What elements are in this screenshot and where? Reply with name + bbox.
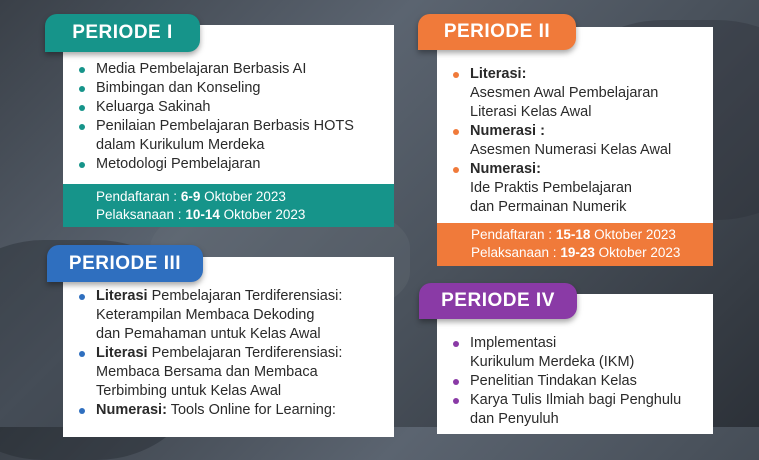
list-item: Media Pembelajaran Berbasis AI [74,60,354,79]
list-item: Literasi Pembelajaran Terdiferensiasi: Membaca Bersama dan Membaca Terbimbing untuk Kelas Awal [74,344,342,401]
periode-3-list [74,287,342,420]
bullet-icon [453,72,459,78]
bullet-icon [453,167,459,173]
bullet-icon [453,129,459,135]
bullet-icon [79,351,85,357]
periode-3-card [63,257,394,437]
periode-1-card [63,25,394,227]
list-item: Penilaian Pembelajaran Berbasis HOTS dalam Kurikulum Merdeka [74,117,354,155]
list-item: Literasi: Asesmen Awal Pembelajaran Literasi Kelas Awal [448,65,671,122]
bullet-icon [79,86,85,92]
list-item: Penelitian Tindakan Kelas [448,372,681,391]
periode-1-schedule [63,184,394,227]
periode-1-list [74,60,354,174]
bullet-icon [79,105,85,111]
list-item: Numerasi: Ide Praktis Pembelajaran dan Permainan Numerik [448,160,671,217]
pelaksanaan-line: Pelaksanaan : 19-23 Oktober 2023 [471,245,681,260]
periode-2-list [448,65,671,217]
list-item: Implementasi Kurikulum Merdeka (IKM) [448,334,681,372]
list-item: Numerasi : Asesmen Numerasi Kelas Awal [448,122,671,160]
bullet-icon [79,408,85,414]
pendaftaran-line: Pendaftaran : 15-18 Oktober 2023 [471,227,676,242]
list-item: Numerasi: Tools Online for Learning: [74,401,342,420]
pelaksanaan-line: Pelaksanaan : 10-14 Oktober 2023 [96,207,306,222]
bullet-icon [453,398,459,404]
periode-3-tab: PERIODE III [47,245,203,282]
periode-4-list [448,334,681,429]
periode-2-tab: PERIODE II [418,14,576,50]
periode-1-tab: PERIODE I [45,14,200,52]
periode-2-card [437,27,713,266]
list-item: Keluarga Sakinah [74,98,354,117]
list-item: Bimbingan dan Konseling [74,79,354,98]
periode-2-schedule [437,223,713,266]
bullet-icon [79,124,85,130]
bullet-icon [79,162,85,168]
list-item: Metodologi Pembelajaran [74,155,354,174]
bullet-icon [453,379,459,385]
periode-4-tab: PERIODE IV [419,283,577,319]
bullet-icon [453,341,459,347]
list-item: Karya Tulis Ilmiah bagi Penghulu dan Penyuluh [448,391,681,429]
list-item: Literasi Pembelajaran Terdiferensiasi: Keterampilan Membaca Dekoding dan Pemahaman untuk Kelas Awal [74,287,342,344]
pendaftaran-line: Pendaftaran : 6-9 Oktober 2023 [96,189,286,204]
bullet-icon [79,294,85,300]
bullet-icon [79,67,85,73]
